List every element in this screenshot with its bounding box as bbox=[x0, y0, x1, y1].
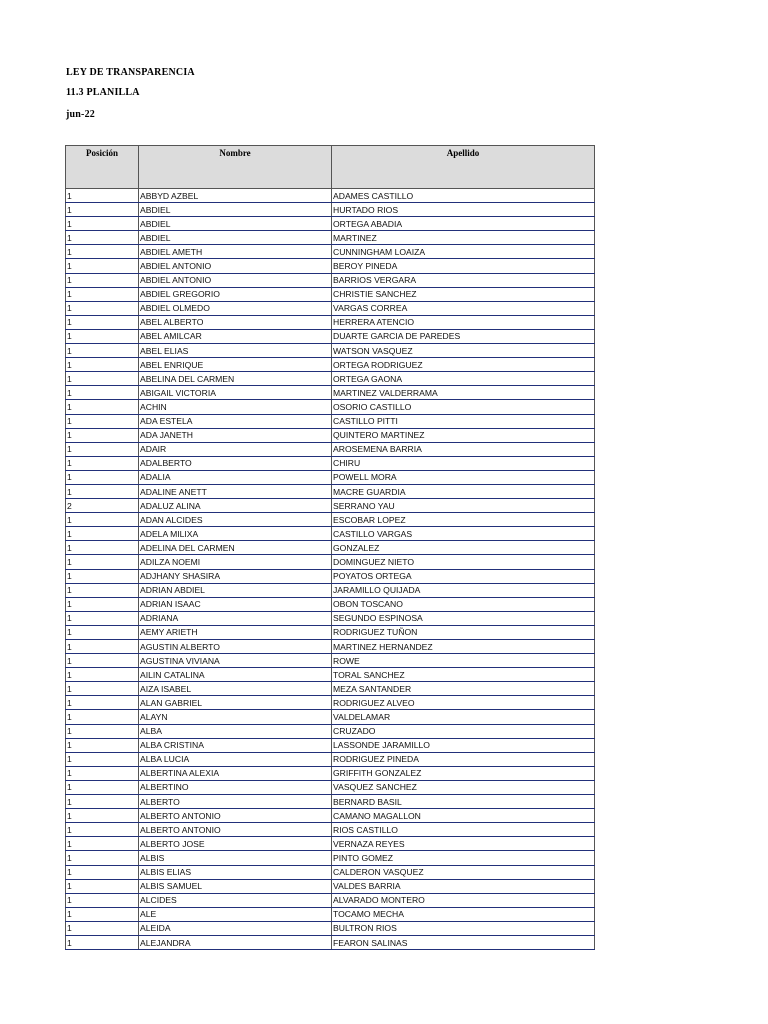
cell-first-name: ALBIS bbox=[139, 851, 332, 865]
table-row bbox=[66, 583, 595, 597]
cell-first-name: ADELINA DEL CARMEN bbox=[139, 541, 332, 555]
cell-first-name: ABDIEL bbox=[139, 217, 332, 231]
cell-position: 1 bbox=[66, 414, 139, 428]
table-row bbox=[66, 329, 595, 343]
cell-last-name: VASQUEZ SANCHEZ bbox=[332, 780, 595, 794]
cell-position: 1 bbox=[66, 710, 139, 724]
table-row bbox=[66, 766, 595, 780]
cell-first-name: ABDIEL OLMEDO bbox=[139, 301, 332, 315]
table-row bbox=[66, 611, 595, 625]
cell-position: 1 bbox=[66, 724, 139, 738]
cell-last-name: MACRE GUARDIA bbox=[332, 484, 595, 498]
cell-last-name: CASTILLO VARGAS bbox=[332, 527, 595, 541]
cell-first-name: ALBA CRISTINA bbox=[139, 738, 332, 752]
cell-position: 1 bbox=[66, 583, 139, 597]
cell-last-name: CALDERON VASQUEZ bbox=[332, 865, 595, 879]
cell-position: 1 bbox=[66, 752, 139, 766]
cell-first-name: ALBERTINO bbox=[139, 780, 332, 794]
cell-position: 1 bbox=[66, 809, 139, 823]
cell-last-name: JARAMILLO QUIJADA bbox=[332, 583, 595, 597]
table-row bbox=[66, 513, 595, 527]
cell-last-name: VARGAS CORREA bbox=[332, 301, 595, 315]
cell-last-name: SEGUNDO ESPINOSA bbox=[332, 611, 595, 625]
table-row bbox=[66, 710, 595, 724]
cell-last-name: ADAMES CASTILLO bbox=[332, 189, 595, 203]
cell-position: 1 bbox=[66, 484, 139, 498]
cell-last-name: BERNARD BASIL bbox=[332, 795, 595, 809]
cell-last-name: ROWE bbox=[332, 654, 595, 668]
cell-last-name: GRIFFITH GONZALEZ bbox=[332, 766, 595, 780]
cell-position: 1 bbox=[66, 935, 139, 949]
table-row bbox=[66, 696, 595, 710]
cell-first-name: ABDIEL ANTONIO bbox=[139, 259, 332, 273]
cell-last-name: CAMANO MAGALLON bbox=[332, 809, 595, 823]
cell-last-name: HURTADO RIOS bbox=[332, 203, 595, 217]
header-position: Posición bbox=[66, 146, 139, 189]
cell-position: 1 bbox=[66, 668, 139, 682]
cell-position: 1 bbox=[66, 456, 139, 470]
cell-position: 1 bbox=[66, 428, 139, 442]
cell-last-name: DOMINGUEZ NIETO bbox=[332, 555, 595, 569]
cell-last-name: ORTEGA GAONA bbox=[332, 372, 595, 386]
cell-first-name: ALBIS ELIAS bbox=[139, 865, 332, 879]
table-row bbox=[66, 597, 595, 611]
cell-last-name: QUINTERO MARTINEZ bbox=[332, 428, 595, 442]
table-row bbox=[66, 414, 595, 428]
cell-last-name: LASSONDE JARAMILLO bbox=[332, 738, 595, 752]
cell-first-name: ADALINE ANETT bbox=[139, 484, 332, 498]
cell-first-name: AEMY ARIETH bbox=[139, 625, 332, 639]
cell-first-name: ABDIEL bbox=[139, 203, 332, 217]
cell-first-name: ADELA MILIXA bbox=[139, 527, 332, 541]
table-row bbox=[66, 795, 595, 809]
cell-last-name: MARTINEZ bbox=[332, 231, 595, 245]
table-row bbox=[66, 301, 595, 315]
table-row bbox=[66, 809, 595, 823]
cell-position: 1 bbox=[66, 879, 139, 893]
cell-position: 1 bbox=[66, 569, 139, 583]
cell-position: 1 bbox=[66, 442, 139, 456]
cell-position: 1 bbox=[66, 640, 139, 654]
cell-first-name: ADRIAN ISAAC bbox=[139, 597, 332, 611]
cell-position: 1 bbox=[66, 780, 139, 794]
cell-first-name: AGUSTIN ALBERTO bbox=[139, 640, 332, 654]
cell-first-name: ABBYD AZBEL bbox=[139, 189, 332, 203]
header-first-name: Nombre bbox=[139, 146, 332, 189]
cell-last-name: MARTINEZ VALDERRAMA bbox=[332, 386, 595, 400]
table-row bbox=[66, 893, 595, 907]
table-row bbox=[66, 654, 595, 668]
cell-position: 1 bbox=[66, 893, 139, 907]
table-row bbox=[66, 851, 595, 865]
table-row bbox=[66, 837, 595, 851]
section-heading: 11.3 PLANILLA bbox=[66, 87, 140, 98]
cell-last-name: GONZALEZ bbox=[332, 541, 595, 555]
table-row bbox=[66, 541, 595, 555]
period-date: jun-22 bbox=[66, 109, 95, 120]
cell-last-name: RODRIGUEZ PINEDA bbox=[332, 752, 595, 766]
cell-first-name: ABDIEL GREGORIO bbox=[139, 287, 332, 301]
cell-first-name: ABEL ALBERTO bbox=[139, 315, 332, 329]
table-row bbox=[66, 358, 595, 372]
table-row bbox=[66, 527, 595, 541]
table-row bbox=[66, 386, 595, 400]
cell-first-name: ADAIR bbox=[139, 442, 332, 456]
cell-first-name: ABDIEL AMETH bbox=[139, 245, 332, 259]
cell-first-name: ALBERTO bbox=[139, 795, 332, 809]
table-row bbox=[66, 724, 595, 738]
cell-position: 1 bbox=[66, 513, 139, 527]
table-row bbox=[66, 372, 595, 386]
cell-first-name: ABEL ELIAS bbox=[139, 344, 332, 358]
cell-position: 1 bbox=[66, 837, 139, 851]
cell-last-name: FEARON SALINAS bbox=[332, 935, 595, 949]
cell-position: 1 bbox=[66, 738, 139, 752]
cell-position: 1 bbox=[66, 921, 139, 935]
cell-first-name: ALBERTO ANTONIO bbox=[139, 823, 332, 837]
cell-first-name: ABIGAIL VICTORIA bbox=[139, 386, 332, 400]
cell-first-name: ABELINA DEL CARMEN bbox=[139, 372, 332, 386]
cell-last-name: WATSON VASQUEZ bbox=[332, 344, 595, 358]
cell-last-name: BEROY PINEDA bbox=[332, 259, 595, 273]
cell-first-name: ALCIDES bbox=[139, 893, 332, 907]
cell-last-name: VERNAZA REYES bbox=[332, 837, 595, 851]
cell-position: 1 bbox=[66, 527, 139, 541]
cell-position: 1 bbox=[66, 287, 139, 301]
cell-last-name: POWELL MORA bbox=[332, 470, 595, 484]
document-title: LEY DE TRANSPARENCIA bbox=[66, 67, 195, 78]
cell-last-name: BARRIOS VERGARA bbox=[332, 273, 595, 287]
cell-first-name: AGUSTINA VIVIANA bbox=[139, 654, 332, 668]
cell-first-name: AIZA ISABEL bbox=[139, 682, 332, 696]
table-row bbox=[66, 259, 595, 273]
cell-last-name: CUNNINGHAM LOAIZA bbox=[332, 245, 595, 259]
table-row bbox=[66, 738, 595, 752]
table-row bbox=[66, 682, 595, 696]
cell-first-name: AILIN CATALINA bbox=[139, 668, 332, 682]
table-row bbox=[66, 499, 595, 513]
table-row bbox=[66, 442, 595, 456]
cell-last-name: RODRIGUEZ TUÑON bbox=[332, 625, 595, 639]
cell-first-name: ABDIEL ANTONIO bbox=[139, 273, 332, 287]
table-row bbox=[66, 203, 595, 217]
cell-last-name: AROSEMENA BARRIA bbox=[332, 442, 595, 456]
cell-position: 1 bbox=[66, 541, 139, 555]
cell-last-name: TORAL SANCHEZ bbox=[332, 668, 595, 682]
cell-first-name: ALAYN bbox=[139, 710, 332, 724]
cell-last-name: DUARTE GARCIA DE PAREDES bbox=[332, 329, 595, 343]
cell-position: 1 bbox=[66, 231, 139, 245]
cell-first-name: ADAN ALCIDES bbox=[139, 513, 332, 527]
cell-last-name: RODRIGUEZ ALVEO bbox=[332, 696, 595, 710]
cell-position: 1 bbox=[66, 344, 139, 358]
cell-first-name: ADJHANY SHASIRA bbox=[139, 569, 332, 583]
cell-first-name: ALBIS SAMUEL bbox=[139, 879, 332, 893]
cell-last-name: OBON TOSCANO bbox=[332, 597, 595, 611]
table-header-row bbox=[66, 146, 595, 189]
cell-position: 1 bbox=[66, 189, 139, 203]
cell-last-name: CRUZADO bbox=[332, 724, 595, 738]
cell-first-name: ALBERTO JOSE bbox=[139, 837, 332, 851]
table-row bbox=[66, 823, 595, 837]
table-row bbox=[66, 273, 595, 287]
table-row bbox=[66, 668, 595, 682]
cell-last-name: CHIRU bbox=[332, 456, 595, 470]
table-body bbox=[66, 189, 595, 950]
cell-first-name: ADA JANETH bbox=[139, 428, 332, 442]
cell-last-name: POYATOS ORTEGA bbox=[332, 569, 595, 583]
cell-first-name: ADILZA NOEMI bbox=[139, 555, 332, 569]
table-row bbox=[66, 879, 595, 893]
cell-position: 1 bbox=[66, 217, 139, 231]
cell-first-name: ALBERTO ANTONIO bbox=[139, 809, 332, 823]
table-row bbox=[66, 555, 595, 569]
cell-position: 1 bbox=[66, 400, 139, 414]
table-row bbox=[66, 640, 595, 654]
cell-first-name: ADA ESTELA bbox=[139, 414, 332, 428]
cell-position: 2 bbox=[66, 499, 139, 513]
cell-first-name: ALBERTINA ALEXIA bbox=[139, 766, 332, 780]
cell-position: 1 bbox=[66, 696, 139, 710]
cell-position: 1 bbox=[66, 823, 139, 837]
table-row bbox=[66, 344, 595, 358]
cell-last-name: ALVARADO MONTERO bbox=[332, 893, 595, 907]
table-row bbox=[66, 217, 595, 231]
cell-last-name: SERRANO YAU bbox=[332, 499, 595, 513]
table-row bbox=[66, 935, 595, 949]
cell-first-name: ADRIAN ABDIEL bbox=[139, 583, 332, 597]
table-row bbox=[66, 907, 595, 921]
cell-first-name: ALBA LUCIA bbox=[139, 752, 332, 766]
table-row bbox=[66, 456, 595, 470]
cell-position: 1 bbox=[66, 301, 139, 315]
table-row bbox=[66, 625, 595, 639]
cell-position: 1 bbox=[66, 851, 139, 865]
cell-position: 1 bbox=[66, 555, 139, 569]
cell-position: 1 bbox=[66, 273, 139, 287]
cell-last-name: VALDES BARRIA bbox=[332, 879, 595, 893]
cell-last-name: MEZA SANTANDER bbox=[332, 682, 595, 696]
cell-first-name: ADALIA bbox=[139, 470, 332, 484]
table-row bbox=[66, 428, 595, 442]
cell-first-name: ABDIEL bbox=[139, 231, 332, 245]
cell-last-name: MARTINEZ HERNANDEZ bbox=[332, 640, 595, 654]
cell-last-name: BULTRON RIOS bbox=[332, 921, 595, 935]
table-row bbox=[66, 921, 595, 935]
cell-first-name: ADRIANA bbox=[139, 611, 332, 625]
cell-last-name: VALDELAMAR bbox=[332, 710, 595, 724]
cell-first-name: ADALBERTO bbox=[139, 456, 332, 470]
table-row bbox=[66, 752, 595, 766]
cell-position: 1 bbox=[66, 766, 139, 780]
cell-position: 1 bbox=[66, 203, 139, 217]
table-row bbox=[66, 245, 595, 259]
table-row bbox=[66, 569, 595, 583]
table-row bbox=[66, 287, 595, 301]
cell-last-name: ORTEGA RODRIGUEZ bbox=[332, 358, 595, 372]
table-row bbox=[66, 189, 595, 203]
cell-position: 1 bbox=[66, 907, 139, 921]
table-row bbox=[66, 780, 595, 794]
cell-first-name: ALEIDA bbox=[139, 921, 332, 935]
cell-position: 1 bbox=[66, 245, 139, 259]
cell-position: 1 bbox=[66, 329, 139, 343]
cell-position: 1 bbox=[66, 682, 139, 696]
table-row bbox=[66, 400, 595, 414]
cell-last-name: HERRERA ATENCIO bbox=[332, 315, 595, 329]
cell-position: 1 bbox=[66, 597, 139, 611]
cell-last-name: CASTILLO PITTI bbox=[332, 414, 595, 428]
table-row bbox=[66, 865, 595, 879]
table-row bbox=[66, 315, 595, 329]
cell-position: 1 bbox=[66, 358, 139, 372]
payroll-table bbox=[65, 145, 595, 950]
table-row bbox=[66, 231, 595, 245]
cell-first-name: ABEL AMILCAR bbox=[139, 329, 332, 343]
cell-first-name: ALAN GABRIEL bbox=[139, 696, 332, 710]
cell-position: 1 bbox=[66, 372, 139, 386]
cell-position: 1 bbox=[66, 470, 139, 484]
cell-position: 1 bbox=[66, 654, 139, 668]
cell-position: 1 bbox=[66, 625, 139, 639]
cell-first-name: ALEJANDRA bbox=[139, 935, 332, 949]
cell-last-name: RIOS CASTILLO bbox=[332, 823, 595, 837]
cell-last-name: ORTEGA ABADIA bbox=[332, 217, 595, 231]
cell-last-name: TOCAMO MECHA bbox=[332, 907, 595, 921]
cell-position: 1 bbox=[66, 315, 139, 329]
cell-first-name: ADALUZ ALINA bbox=[139, 499, 332, 513]
cell-first-name: ABEL ENRIQUE bbox=[139, 358, 332, 372]
cell-position: 1 bbox=[66, 386, 139, 400]
cell-position: 1 bbox=[66, 259, 139, 273]
table-row bbox=[66, 470, 595, 484]
cell-last-name: OSORIO CASTILLO bbox=[332, 400, 595, 414]
table-row bbox=[66, 484, 595, 498]
cell-last-name: ESCOBAR LOPEZ bbox=[332, 513, 595, 527]
cell-position: 1 bbox=[66, 611, 139, 625]
cell-first-name: ALBA bbox=[139, 724, 332, 738]
cell-position: 1 bbox=[66, 795, 139, 809]
cell-last-name: CHRISTIE SANCHEZ bbox=[332, 287, 595, 301]
cell-last-name: PINTO GOMEZ bbox=[332, 851, 595, 865]
cell-first-name: ACHIN bbox=[139, 400, 332, 414]
cell-position: 1 bbox=[66, 865, 139, 879]
cell-first-name: ALE bbox=[139, 907, 332, 921]
header-last-name: Apellido bbox=[332, 146, 595, 189]
